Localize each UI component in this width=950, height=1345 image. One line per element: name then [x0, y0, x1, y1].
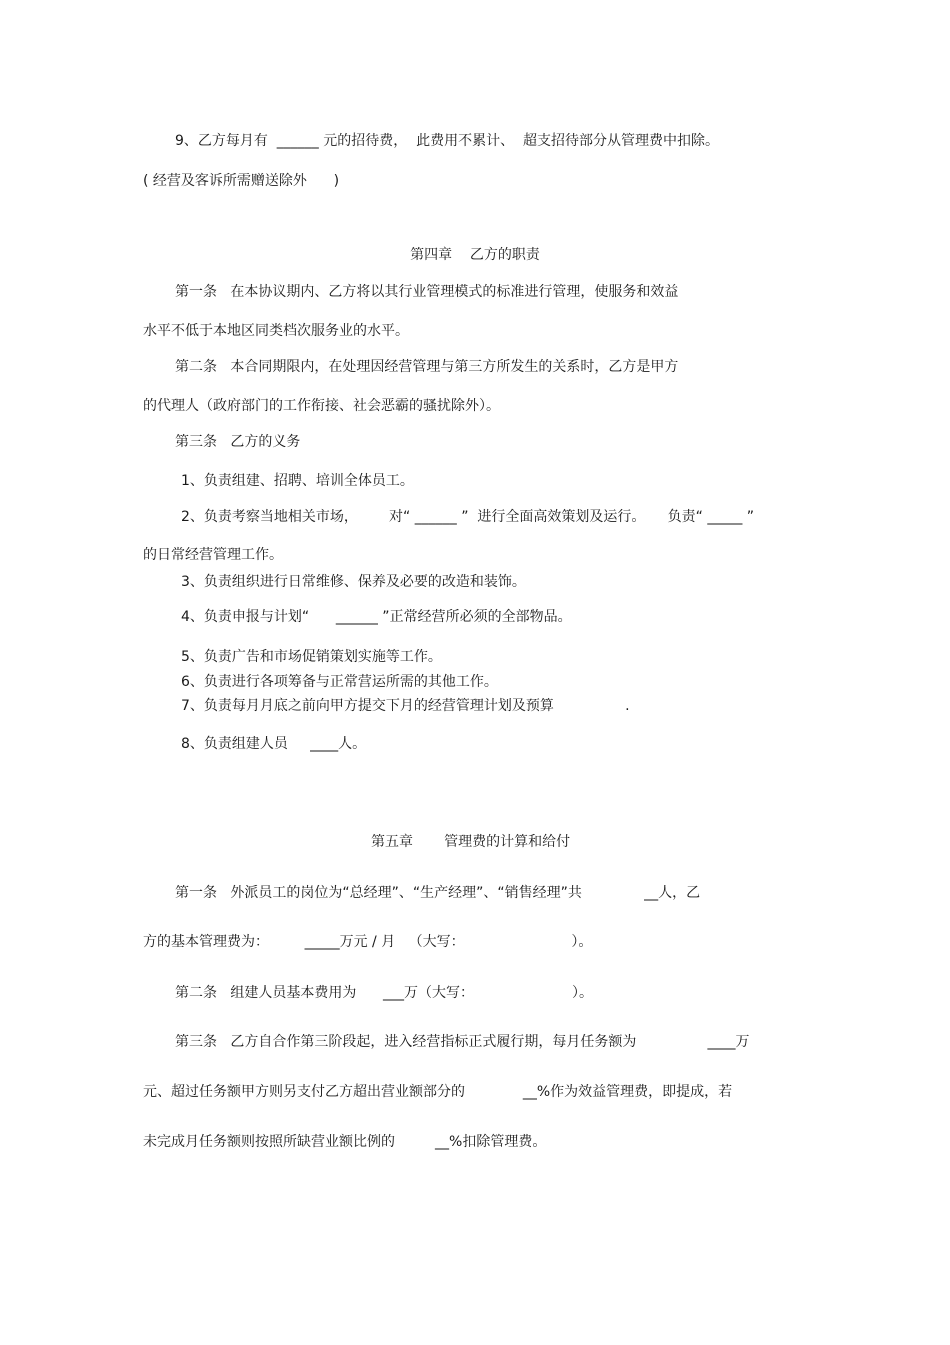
duty-5: 5、负责广告和市场促销策划实施等工作。	[181, 649, 442, 665]
item9-line2: ( 经营及客诉所需赠送除外 )	[143, 173, 340, 189]
duty-1: 1、负责组建、招聘、培训全体员工。	[181, 473, 414, 489]
ch4-art1-line2: 水平不低于本地区同类档次服务业的水平。	[143, 323, 409, 339]
ch5-art2: 第二条 组建人员基本费用为 ___万（大写： ）。	[175, 985, 593, 1001]
duty-4: 4、负责申报与计划“ ______ ”正常经营所必须的全部物品。	[181, 609, 572, 625]
duty-2-line1: 2、负责考察当地相关市场， 对“ ______ ” 进行全面高效策划及运行。 负责“ _____ ”	[181, 509, 755, 525]
ch4-art1-line1: 第一条 在本协议期内、乙方将以其行业管理模式的标准进行管理，使服务和效益	[175, 284, 679, 300]
duty-7: 7、负责每月月底之前向甲方提交下月的经营管理计划及预算 .	[181, 698, 630, 714]
ch5-art1-line2: 方的基本管理费为： _____万元 / 月 （大写： ）。	[143, 934, 593, 950]
ch5-art3-line3: 未完成月任务额则按照所缺营业额比例的 __%扣除管理费。	[143, 1134, 547, 1150]
duty-8: 8、负责组建人员 ____人。	[181, 736, 367, 752]
ch5-art3-line1: 第三条 乙方自合作第三阶段起，进入经营指标正式履行期，每月任务额为 ____万	[175, 1034, 750, 1050]
ch5-art1-line1: 第一条 外派员工的岗位为“总经理”、“生产经理”、“销售经理”共 __人，乙	[175, 885, 701, 901]
chapter5-title: 第五章 管理费的计算和给付	[371, 834, 571, 850]
ch5-art3-line2: 元、超过任务额甲方则另支付乙方超出营业额部分的 __%作为效益管理费，即提成，若	[143, 1084, 733, 1100]
duty-3: 3、负责组织进行日常维修、保养及必要的改造和装饰。	[181, 574, 526, 590]
chapter4-title: 第四章 乙方的职责	[410, 247, 540, 263]
ch4-art2-line1: 第二条 本合同期限内，在处理因经营管理与第三方所发生的关系时，乙方是甲方	[175, 359, 679, 375]
duty-2-line2: 的日常经营管理工作。	[143, 547, 283, 563]
item9-line1: 9、乙方每月有 ______ 元的招待费， 此费用不累计、 超支招待部分从管理费中扣除。	[175, 133, 720, 149]
ch4-art2-line2: 的代理人（政府部门的工作衔接、社会恶霸的骚扰除外）。	[143, 398, 500, 414]
duty-6: 6、负责进行各项筹备与正常营运所需的其他工作。	[181, 674, 498, 690]
ch4-art3-title: 第三条 乙方的义务	[175, 434, 301, 450]
